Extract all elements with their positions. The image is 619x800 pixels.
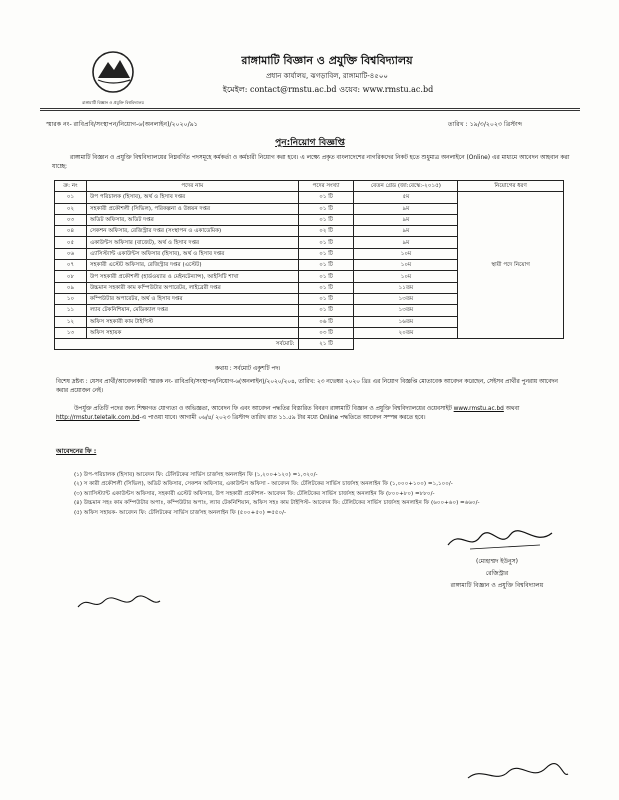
fee-heading: আবেদনের ফি : xyxy=(56,447,97,455)
cell-post-name: কম্পিউটার অপারেটর, অর্থ ও হিসাব দপ্তর xyxy=(86,293,298,304)
registrar-signature xyxy=(440,527,560,553)
header-divider-2 xyxy=(40,110,580,111)
col-header-post: পদের নাম xyxy=(86,181,298,192)
cell-count: ০১ টি xyxy=(298,271,354,282)
cell-grade: ২০তম xyxy=(354,327,458,338)
posts-table xyxy=(54,180,564,350)
signatory-name: (মোহাম্মদ ইউনুস) xyxy=(476,558,518,565)
special-note: বিশেষ দ্রষ্টব্য : যেসব প্রার্থী/আবেদনকারী স্মারক নং- রাবিপ্রবি/সংস্থাপন/নিয়োগ-৬(অনলাইন)/২০২০/২০৪, তারিখ: ২৩ নভেম্বর ২০২০ খ্রিঃ এর নিয়োগ বিজ্ঞপ্তি মোতাবেক আবেদন করেছেন, সেইসব প্রার্থীর পুনরায় আবেদন করার প্রয়োজন নেই। xyxy=(56,379,558,394)
apply-text-2: অথবা xyxy=(503,406,520,412)
total-value: ২১ টি xyxy=(298,339,354,350)
fee-item: (৩) অ্যাসিস্ট্যান্ট একাউন্টস অফিসার, সহকারী এস্টেট অফিসার, উপ সহকারী প্রকৌশল- আবেদন ফি: টেলিটকের সার্ভিস চার্জসহ অনলাইন ফি (৮০০+৮০) =৮৮০/- xyxy=(74,490,435,497)
cell-sl: ০৬ xyxy=(55,248,87,259)
logo-caption: রাঙ্গামাটি বিজ্ঞান ও প্রযুক্তি বিশ্ববিদ্যালয় xyxy=(82,100,144,105)
fee-item: (৪) উচ্চমান সহঃ কাম কম্পিউটার অপাঃ, কম্পিউটার অপাঃ, ল্যাব টেকনিশিয়ান, অফিস সহঃ কাম টাইপিস্ট- আবেদন ফি: টেলিটকের সার্ভিস চার্জসহ অনলাইন ফি (৬০০+৬০) =৬৬০/- xyxy=(74,500,480,507)
apply-text-1: উপর্যুক্ত প্রতিটি পদের জন্য শিক্ষাগত যোগ্যতা ও অভিজ্ঞতা, আবেদন ফি এবং আবেদন পদ্ধতির বিস্তারিত বিবরণ রাঙ্গামাটি বিজ্ঞান ও প্রযুক্তি বিশ্ববিদ্যালয়ের ওয়েবসাইট xyxy=(74,406,452,412)
cell-count: ০৩ টি xyxy=(298,327,354,338)
cell-grade: ১৩তম xyxy=(354,305,458,316)
cell-post-name: একাউন্টস অফিসার (বাজেট), অর্থ ও হিসাব দপ্তর xyxy=(86,237,298,248)
cell-post-name: সহকারী এস্টেট অফিসার, রেজিস্ট্রার দপ্তর (এস্টেট) xyxy=(86,260,298,271)
fee-item: (২) স কারী প্রকৌশলী (সিভিল), অডিট অফিসার, সেকশন অফিসার, একাউন্টস অফিসা - আবেদন ফি: টেলিটকের সার্ভিস চার্জসহ অনলাইন ফি (১,০০০+১০০) =১,১০০/- xyxy=(74,481,453,488)
cell-grade: ৯ম xyxy=(354,226,458,237)
cell-sl: ০৩ xyxy=(55,214,87,225)
memo-date: তারিখ : ১৯/৩/২০২৩ খ্রিস্টাব্দ xyxy=(448,121,523,128)
cell-sl: ১২ xyxy=(55,316,87,327)
cell-sl: ০৪ xyxy=(55,226,87,237)
apply-instructions xyxy=(56,405,568,423)
signatory-org: রাঙ্গামাটি বিজ্ঞান ও প্রযুক্তি বিশ্ববিদ্যালয় xyxy=(450,582,544,589)
cell-count: ০৬ টি xyxy=(298,316,354,327)
col-header-grade: বেতন গ্রেড (জা:বেস্কে:-২০১৫) xyxy=(354,181,458,192)
cell-post-name: উচ্চমান সহকারী কাম কম্পিউটার অপারেটর, লাইব্রেরী দপ্তর xyxy=(86,282,298,293)
university-logo xyxy=(78,46,148,108)
total-label: সর্বমোট: xyxy=(55,339,299,350)
fee-item: (১) উপ-পরিচালক (হিসাব) আবেদন ফি: টেলিটকের সার্ভিস চার্জসহ অনলাইন ফি (১,২০০+১২০) =১,৩২০/- xyxy=(74,472,318,478)
cell-post-name: সহকারী প্রকৌশলী (সিভিল), পরিকল্পনা ও উন্নয়ন দপ্তর xyxy=(86,203,298,214)
cell-sl: ১১ xyxy=(55,305,87,316)
cell-count: ০১ টি xyxy=(298,192,354,203)
website-link[interactable]: www.rmstu.ac.bd xyxy=(453,406,504,412)
cell-count: ০১ টি xyxy=(298,293,354,304)
cell-grade: ১১তম xyxy=(354,282,458,293)
cell-count: ০১ টি xyxy=(298,305,354,316)
cell-post-name: অফিস সহকারী কাম টাইপিস্ট xyxy=(86,316,298,327)
table-total-row xyxy=(55,339,564,350)
cell-sl: ০৯ xyxy=(55,282,87,293)
cell-sl: ০১ xyxy=(55,192,87,203)
cell-sl: ০২ xyxy=(55,203,87,214)
contact-line: ইমেইল: contact@rmstu.ac.bd ওয়েব: www.rmstu.ac.bd xyxy=(222,85,434,94)
total-empty-type xyxy=(458,339,564,350)
apply-text-3: -এ পাওয়া যাবে। আগামী ০৬/৪/ ২০২৩ খ্রিস্টাব্দ তারিখ রাত ১১.৫৯ টার মধ্যে Online পদ্ধতিতে আবেদন সম্পন্ন করতে হবে। xyxy=(139,415,426,421)
footer-signature xyxy=(462,762,572,786)
table-row xyxy=(55,192,564,203)
fee-list xyxy=(74,471,570,518)
table-header-row xyxy=(55,181,564,192)
cell-post-name: ল্যাব টেকনিশিয়ান, মেডিক্যাল দপ্তর xyxy=(86,305,298,316)
notice-intro: রাঙ্গামাটি বিজ্ঞান ও প্রযুক্তি বিশ্ববিদ্যালয়ের নিম্নবর্ণিত পদসমূহে কর্মকর্তা ও কর্মচারী নিয়োগ করা হবে। এ লক্ষ্যে প্রকৃত বাংলাদেশের নাগরিকদের নিকট হতে শুধুমাত্র অনলাইনে (Online) এর মাধ্যমে আবেদন আহবান করা যাচ্ছে: xyxy=(52,155,570,170)
cell-count: ০১ টি xyxy=(298,237,354,248)
cell-sl: ০৫ xyxy=(55,237,87,248)
cell-post-name: উপ সহকারী প্রকৌশলী (হার্ডওয়্যার ও মেইনটেন্যান্স), আইসিটি শাখা xyxy=(86,271,298,282)
cell-post-name: এ্যাসিস্ট্যান্ট একাউন্টস অফিসার (হিসাব), অর্থ ও হিসাব দপ্তর xyxy=(86,248,298,259)
signatory-role: রেজিস্ট্রার xyxy=(485,570,509,577)
cell-post-name: উপ পরিচালক (হিসাব), অর্থ ও হিসাব দপ্তর xyxy=(86,192,298,203)
teletalk-link[interactable]: http://rmstur.teletalk.com.bd xyxy=(56,415,140,421)
cell-grade: ১৬তম xyxy=(354,316,458,327)
cell-count: ০১ টি xyxy=(298,214,354,225)
total-empty-grade xyxy=(354,339,458,350)
cell-grade: ৯ম xyxy=(354,214,458,225)
notice-title: পুন:নিয়োগ বিজ্ঞপ্তি xyxy=(275,138,345,148)
cell-count: ০১ টি xyxy=(298,260,354,271)
cell-count: ০২ টি xyxy=(298,226,354,237)
cell-post-name: অডিট অফিসার, অডিট দপ্তর xyxy=(86,214,298,225)
cell-grade: ১৩তম xyxy=(354,293,458,304)
cell-sl: ১০ xyxy=(55,293,87,304)
cell-count: ০১ টি xyxy=(298,248,354,259)
cell-count: ০১ টি xyxy=(298,203,354,214)
cell-sl: ১৩ xyxy=(55,327,87,338)
cell-grade: ৫ম xyxy=(354,192,458,203)
cell-recruitment-type: স্থায়ী পদে নিয়োগ xyxy=(458,192,564,339)
cell-sl: ০৮ xyxy=(55,271,87,282)
cell-post-name: সেকশন অফিসার, রেজিস্ট্রার দপ্তর (সংস্থাপন ও একাডেমিক) xyxy=(86,226,298,237)
handwritten-initial xyxy=(74,593,164,613)
office-address: প্রধান কার্যালয়, ঝগড়াবিল, রাঙ্গামাটি-৪৫০০ xyxy=(266,72,388,80)
cell-sl: ০৭ xyxy=(55,260,87,271)
col-header-count: পদের সংখ্যা xyxy=(298,181,354,192)
cell-count: ০১ টি xyxy=(298,282,354,293)
cell-grade: ৯ম xyxy=(354,237,458,248)
university-name: রাঙ্গামাটি বিজ্ঞান ও প্রযুক্তি বিশ্ববিদ্যালয় xyxy=(241,54,413,67)
fee-item: (৫) অফিস সহায়ক- আবেদন ফি: টেলিটকের সার্ভিস চার্জসহ অনলাইন ফি (৫০০+৫০) =৫৫০/- xyxy=(74,509,287,516)
total-in-words: কথায় : সর্বমোট একুশটি পদ। xyxy=(215,366,281,372)
cell-grade: ১০ম xyxy=(354,271,458,282)
cell-grade: ১০ম xyxy=(354,248,458,259)
header-divider xyxy=(40,108,580,109)
col-header-sl: ক্র: নং xyxy=(55,181,87,192)
cell-grade: ৯ম xyxy=(354,203,458,214)
cell-grade: ১০ম xyxy=(354,260,458,271)
cell-post-name: অফিস সহায়ক xyxy=(86,327,298,338)
col-header-type: নিয়োগের ধরণ xyxy=(458,181,564,192)
memo-ref: স্মারক নং- রাবিপ্রবি/সংস্থাপন/নিয়োগ-৬(অনলাইন)/২০২০/৯১ xyxy=(46,121,198,128)
